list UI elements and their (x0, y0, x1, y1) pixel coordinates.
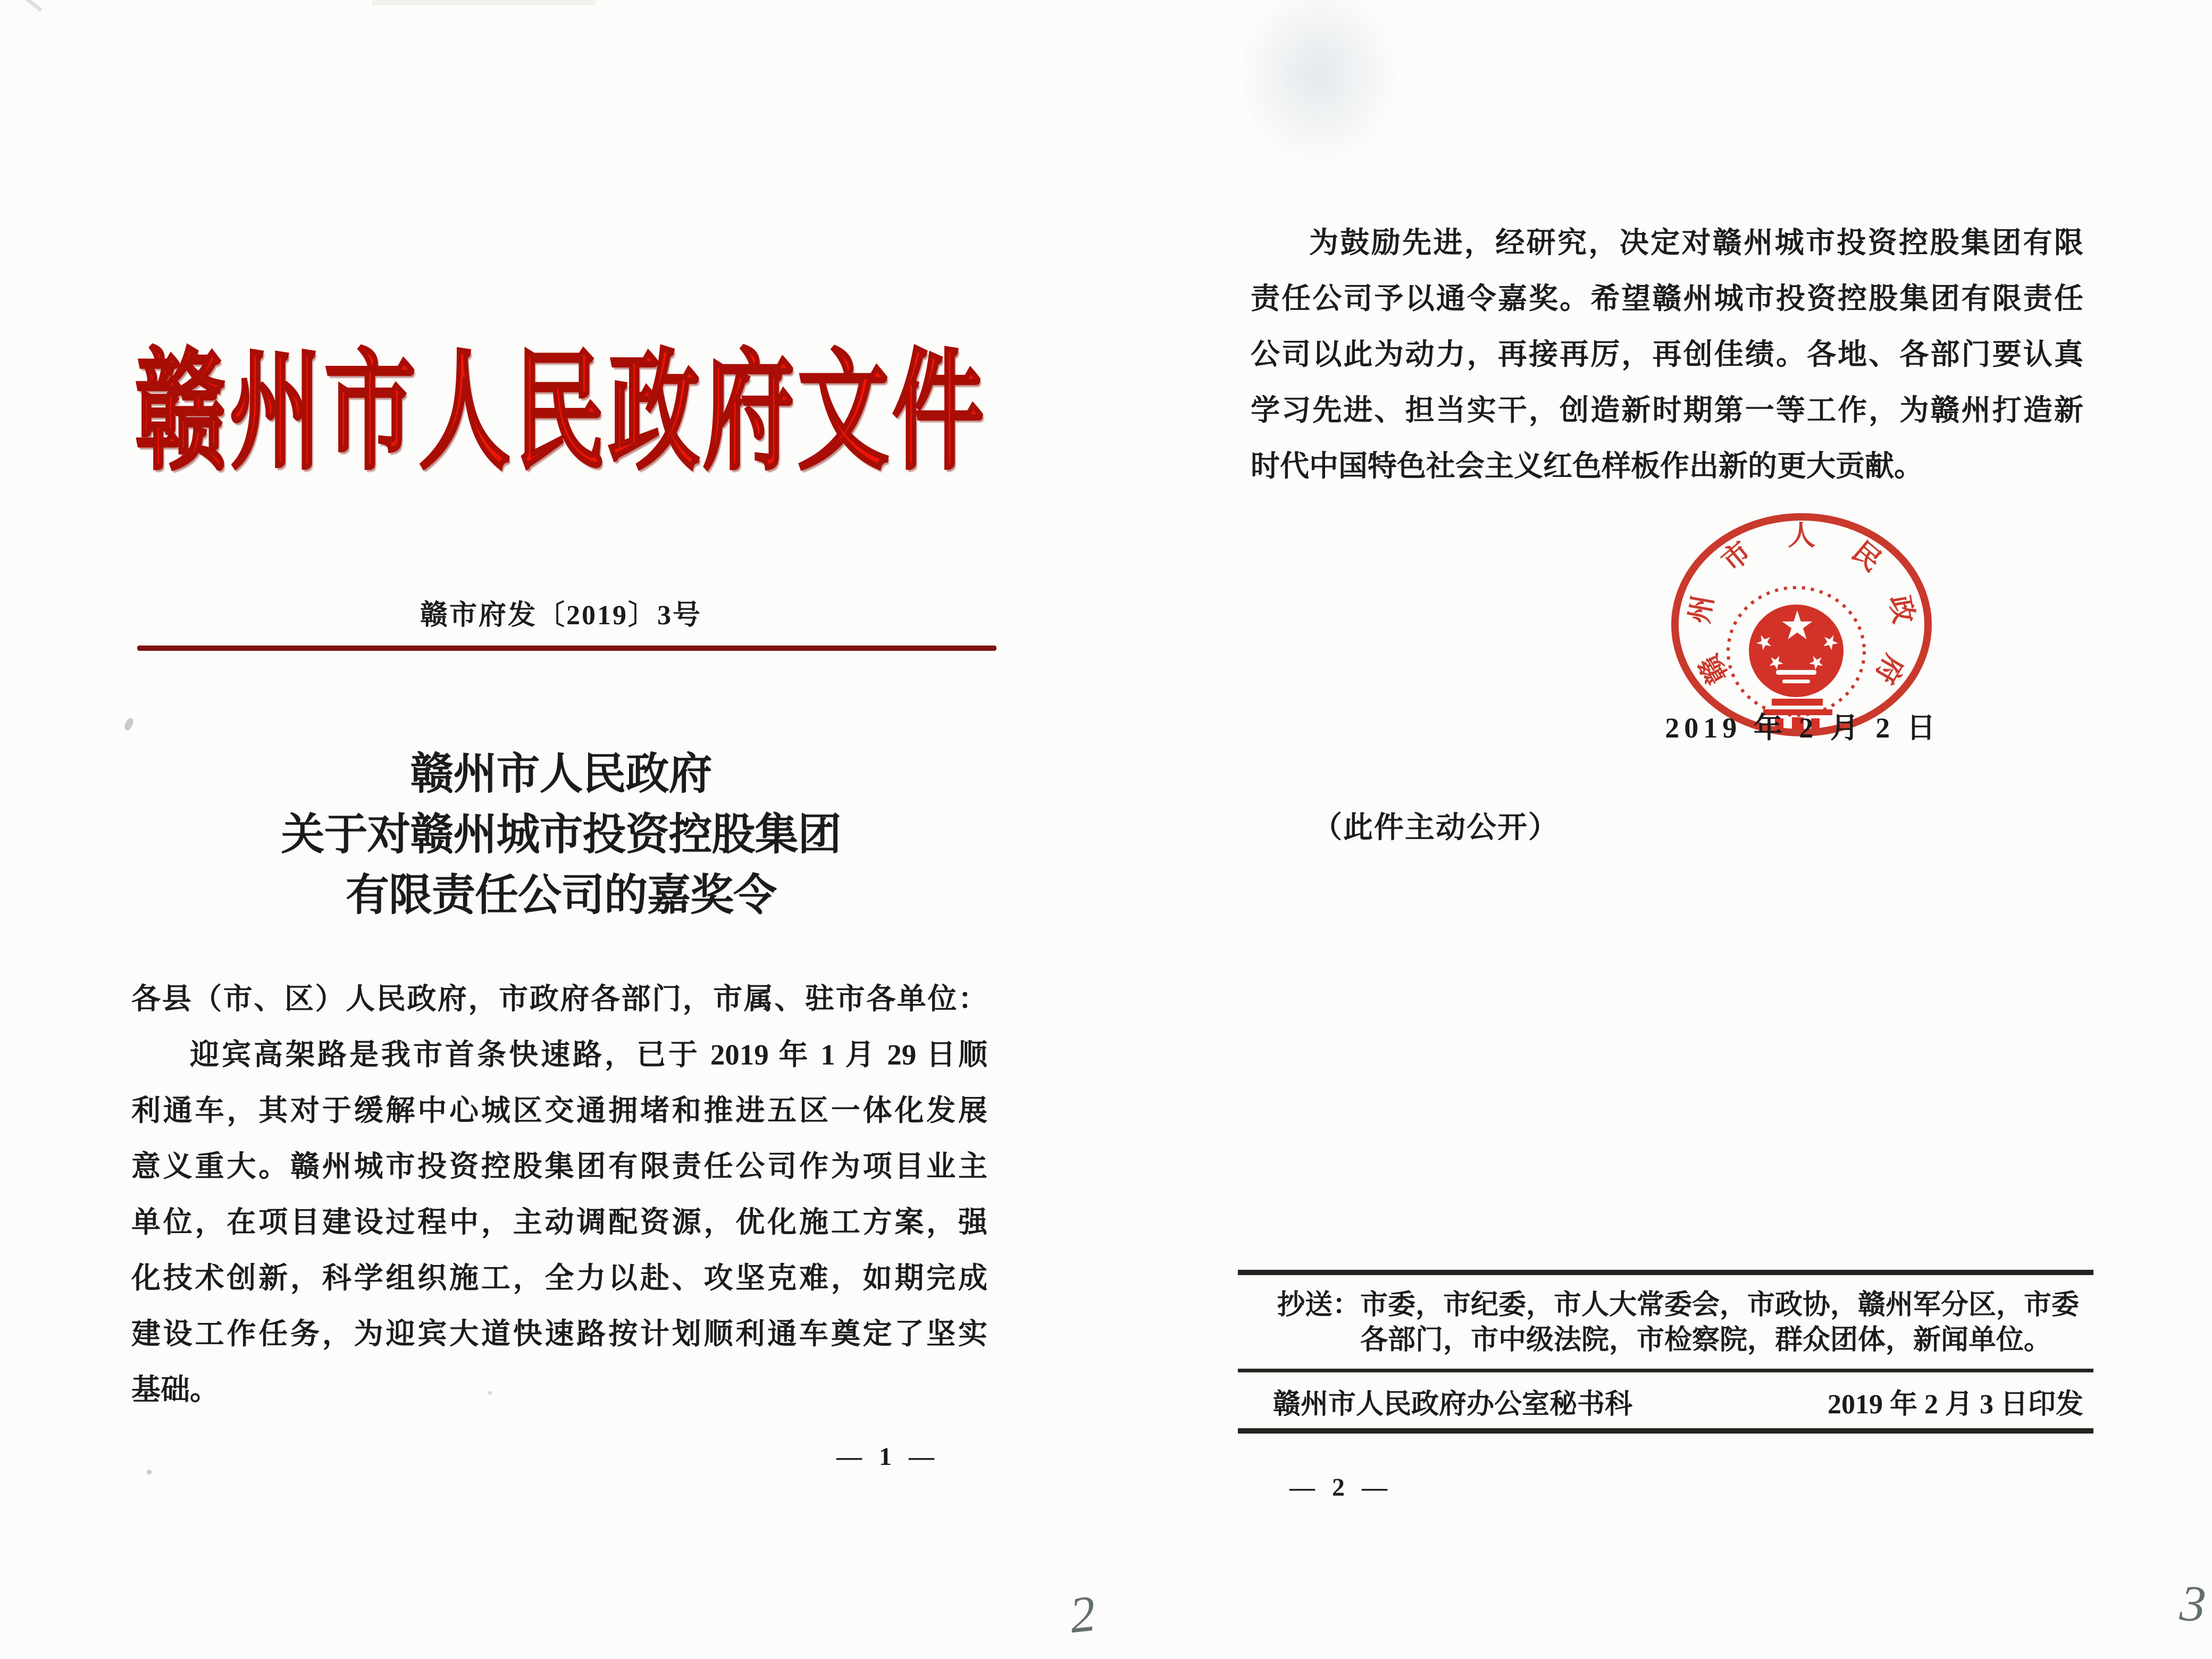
page-number-2: — 2 — (1289, 1473, 1393, 1502)
cc-line: 各部门，市中级法院，市检察院，群众团体，新闻单位。 (1360, 1325, 2052, 1355)
page1-body (131, 971, 987, 1418)
letterhead-title: 赣州市人民政府文件 (135, 341, 987, 485)
seal-arc-char: 州 (1684, 593, 1720, 626)
cc-content (1360, 1288, 2079, 1358)
body-line: 迎宾高架路是我市首条快速路，已于 2019 年 1 月 29 日顺 (190, 1038, 987, 1071)
body-line: 公司以此为动力，再接再厉，再创佳绩。各地、各部门要认真 (1251, 338, 2083, 371)
body-line: 学习先进、担当实干，创造新时期第一等工作，为赣州打造新 (1251, 394, 2083, 426)
seal-arc-char: 府 (1869, 649, 1909, 689)
seal-arc-char: 赣 (1694, 649, 1734, 689)
seal-date: 2019 年 2 月 2 日 (1665, 712, 1940, 744)
handwritten-mark-left: 2 (1067, 1584, 1099, 1644)
title-line: 有限责任公司的嘉奖令 (345, 871, 776, 919)
red-letterhead-banner (130, 334, 992, 485)
document-number: 赣市府发〔2019〕3号 (420, 600, 702, 631)
table-middle-rule (1238, 1369, 2093, 1372)
issuer-row (1238, 1375, 2093, 1428)
body-line: 单位，在项目建设过程中，主动调配资源，优化施工方案，强 (131, 1206, 987, 1238)
scan-artifact-streak (372, 0, 596, 5)
title-line: 赣州市人民政府 (410, 750, 712, 798)
page-number-1: — 1 — (836, 1443, 940, 1471)
body-line: 建设工作任务，为迎宾大道快速路按计划顺利通车奠定了坚实 (131, 1318, 987, 1350)
handwritten-mark-right: 3 (2178, 1574, 2208, 1633)
body-line: 利通车，其对于缓解中心城区交通拥堵和推进五区一体化发展 (131, 1094, 987, 1127)
body-line: 意义重大。赣州城市投资控股集团有限责任公司作为项目业主 (131, 1150, 987, 1183)
cc-line: 市委，市纪委，市人大常委会，市政协，赣州军分区，市委 (1360, 1290, 2080, 1320)
body-line: 为鼓励先进，经研究，决定对赣州城市投资控股集团有限 (1309, 227, 2083, 259)
table-bottom-rule (1238, 1428, 2093, 1434)
page2-body (1251, 215, 2083, 494)
seal-arc-char: 人 (1787, 521, 1816, 551)
cc-label: 抄送： (1277, 1290, 1361, 1320)
scan-artifact-corner (7, 0, 43, 12)
disclosure-note: （此件主动公开） (1312, 811, 1559, 844)
body-line: 化技术创新，科学组织施工，全力以赴、攻坚克难，如期完成 (131, 1262, 987, 1294)
issuer-name: 赣州市人民政府办公室秘书科 (1273, 1389, 1633, 1420)
seal-arc-char: 政 (1883, 593, 1919, 626)
cc-row (1238, 1288, 2093, 1358)
scan-speck (147, 1470, 152, 1474)
title-line: 关于对赣州城市投资控股集团 (281, 810, 841, 859)
table-top-rule (1238, 1270, 2093, 1275)
red-separator-rule (137, 646, 996, 651)
print-date: 2019 年 2 月 3 日印发 (1827, 1389, 2083, 1420)
scan-speck (123, 717, 135, 731)
seal-arc-char: 民 (1846, 536, 1887, 577)
body-line: 基础。 (131, 1373, 220, 1406)
document-title (130, 744, 992, 926)
seal-arc-char: 市 (1716, 536, 1757, 577)
body-line: 时代中国特色社会主义红色样板作出新的更大贡献。 (1251, 450, 1924, 482)
scan-artifact-smudge (1239, 0, 1398, 165)
body-line: 责任公司予以通令嘉奖。希望赣州城市投资控股集团有限责任 (1251, 282, 2083, 315)
salutation-line: 各县（市、区）人民政府，市政府各部门，市属、驻市各单位： (131, 983, 987, 1015)
